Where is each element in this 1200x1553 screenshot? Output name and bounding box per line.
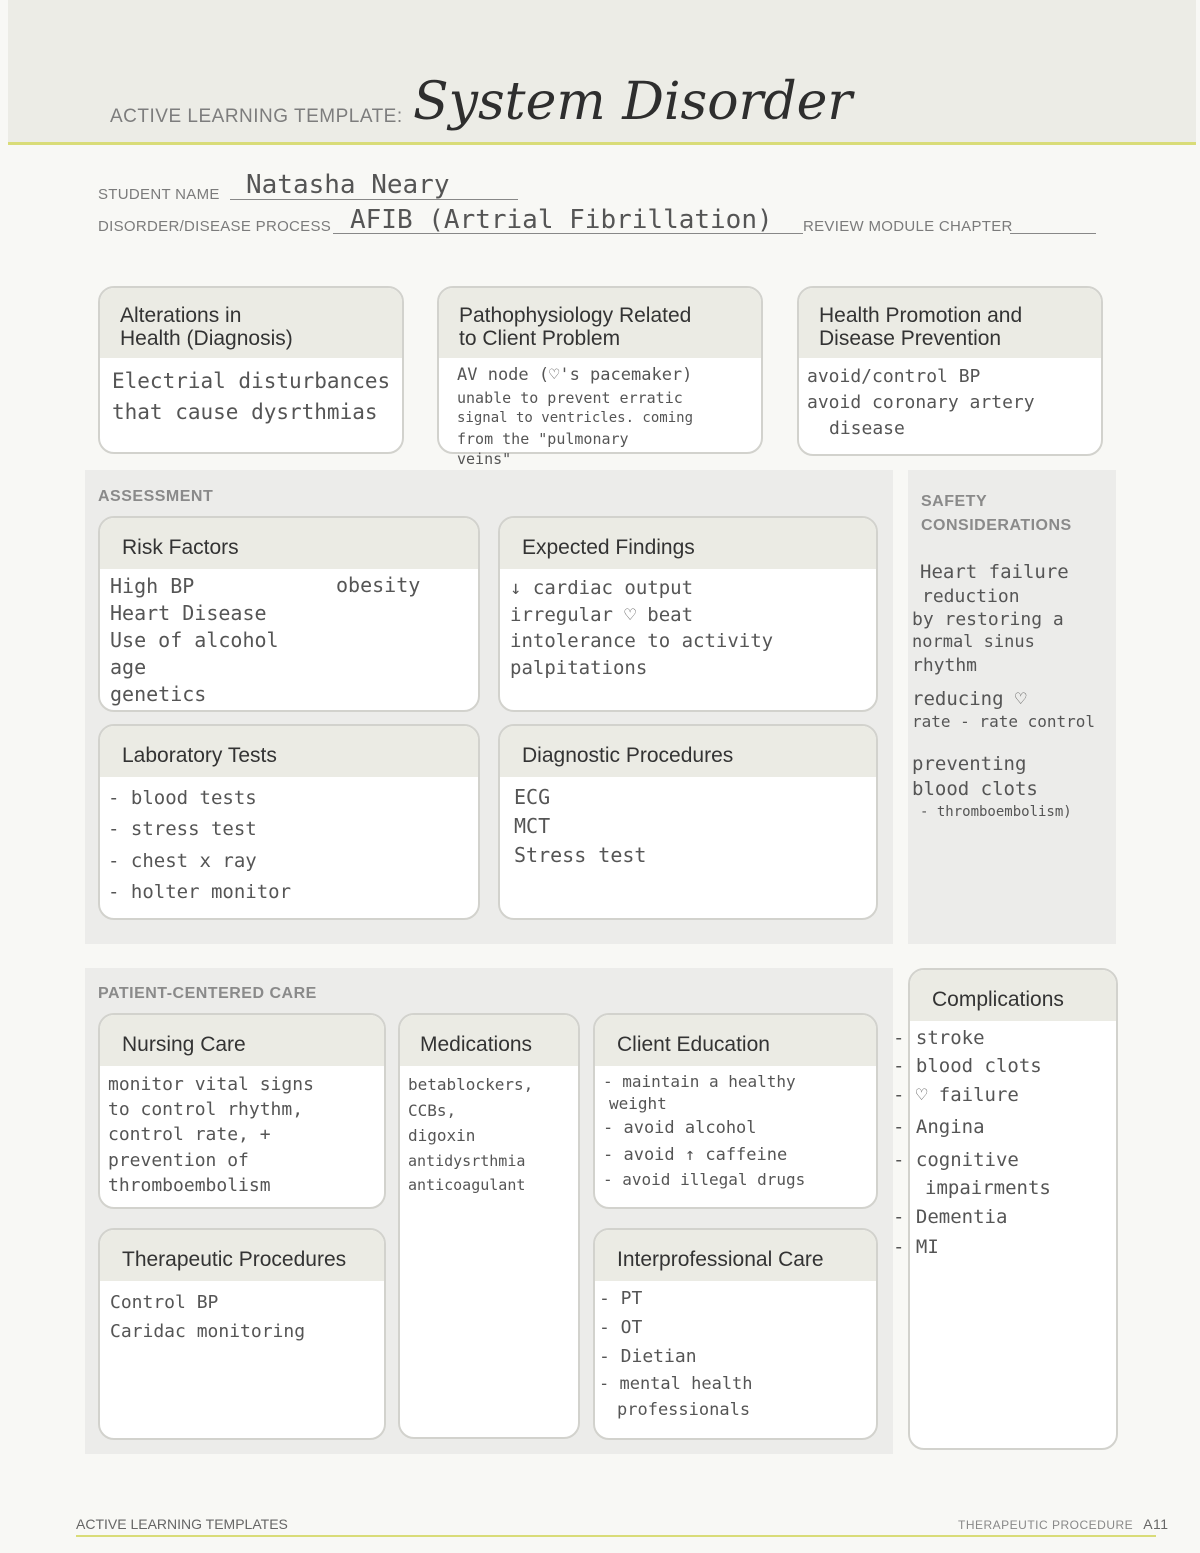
nursing-care-line: to control rhythm, [108,1099,304,1121]
health-promotion-line: avoid coronary artery [807,392,1035,414]
safety-line: reduction [922,585,1020,607]
client-education-line: - avoid alcohol [603,1118,757,1139]
diagnostic-procedures-card [498,724,878,920]
client-education-line: - avoid illegal drugs [603,1169,806,1189]
risk-factor-item: High BP [110,574,195,599]
footer-line [76,1535,1156,1537]
risk-factor-side-note: obesity [336,573,421,598]
lab-test-item: - holter monitor [108,881,292,904]
nursing-care-header: Nursing Care [100,1015,384,1066]
complication-item: - Angina [893,1116,985,1139]
safety-title-line2: CONSIDERATIONS [921,517,1072,534]
pathophysiology-title-line1: Pathophysiology Related [459,304,692,327]
complications-list [893,1025,1118,1262]
interprofessional-care-item: - OT [599,1316,643,1338]
safety-notes [912,560,1112,823]
pathophysiology-line: from the "pulmonary [457,429,629,448]
diagnostic-procedure-item: ECG [514,785,551,810]
footer-left: ACTIVE LEARNING TEMPLATES [76,1516,288,1532]
medication-item: anticoagulant [408,1175,526,1194]
health-promotion-line: avoid/control BP [807,366,981,388]
laboratory-tests-header: Laboratory Tests [100,726,478,777]
expected-finding-item: palpitations [510,656,648,679]
complication-item: - stroke [893,1027,985,1049]
pathophysiology-line: veins" [457,449,512,468]
complication-item: - ♡ failure [893,1084,1019,1107]
safety-line: rate - rate control [912,711,1096,731]
complication-item: - blood clots [893,1054,1042,1077]
safety-line: blood clots [912,778,1038,801]
assessment-title: ASSESSMENT [98,488,214,505]
client-education-card [593,1013,878,1209]
nursing-care-line: monitor vital signs [108,1074,314,1096]
page-number: A11 [1143,1516,1169,1532]
alterations-card [98,286,404,454]
student-name-value[interactable]: Natasha Neary [246,170,450,200]
interprofessional-care-item: - Dietian [599,1345,697,1367]
alterations-title-line2: Health (Diagnosis) [120,327,293,351]
alterations-title-line1: Alterations in [120,304,242,327]
review-module-underline[interactable] [1010,232,1096,234]
alterations-line: that cause dysrthmias [112,399,378,424]
therapeutic-procedures-header: Therapeutic Procedures [100,1230,384,1281]
complication-item: - cognitive [893,1148,1019,1171]
interprofessional-care-item: professionals [617,1399,751,1420]
template-title: System Disorder [413,72,853,132]
alterations-card-header [100,288,402,358]
complication-item: - Dementia [893,1205,1008,1228]
diagnostic-procedure-item: MCT [514,814,551,839]
safety-title [921,490,1072,538]
pathophysiology-line: signal to ventricles. coming [457,409,694,426]
expected-finding-item: intolerance to activity [510,630,774,653]
complications-header: Complications [910,970,1116,1021]
nursing-care-line: prevention of [108,1149,249,1171]
therapeutic-procedure-item: Control BP [110,1292,219,1314]
template-label: ACTIVE LEARNING TEMPLATE: [110,106,403,127]
pathophysiology-card-header [439,288,761,358]
expected-finding-item: irregular ♡ beat [510,603,694,626]
risk-factors-header: Risk Factors [100,518,478,569]
medication-item: digoxin [408,1126,476,1146]
health-promotion-card-header [799,288,1101,358]
diagnostic-procedure-item: Stress test [514,843,647,868]
client-education-line: - maintain a healthy [603,1072,796,1092]
complication-item: - MI [893,1236,939,1259]
health-promotion-line: disease [829,418,905,440]
pathophysiology-title-line2: to Client Problem [459,327,621,351]
risk-factor-item: Use of alcohol [110,628,279,653]
pathophysiology-card [437,286,763,468]
footer-section: THERAPEUTIC PROCEDURE [958,1518,1134,1532]
interprofessional-care-card [593,1228,878,1440]
nursing-care-card [98,1013,386,1209]
medication-item: betablockers, [408,1075,534,1095]
disorder-value[interactable]: AFIB (Artrial Fibrillation) [350,205,773,235]
pathophysiology-line: AV node (♡'s pacemaker) [457,365,693,386]
client-education-header: Client Education [595,1015,876,1066]
lab-test-item: - blood tests [108,787,257,810]
interprofessional-care-header: Interprofessional Care [595,1230,876,1281]
patient-care-title: PATIENT-CENTERED CARE [98,985,317,1002]
risk-factors-card [98,516,480,712]
diagnostic-procedures-header: Diagnostic Procedures [500,726,876,777]
medications-header: Medications [400,1015,578,1066]
risk-factor-item: genetics [110,682,207,707]
therapeutic-procedures-card [98,1228,386,1440]
safety-line: rhythm [912,654,978,676]
safety-line: - thromboembolism) [920,803,1072,820]
disorder-label: DISORDER/DISEASE PROCESS [98,218,332,235]
health-promotion-card [797,286,1103,456]
nursing-care-line: control rate, + [108,1124,271,1146]
health-promotion-title-line1: Health Promotion and [819,304,1023,327]
interprofessional-care-item: - mental health [599,1374,753,1395]
pathophysiology-line: unable to prevent erratic [457,388,683,407]
safety-line: Heart failure [920,561,1069,583]
interprofessional-care-item: - PT [599,1288,643,1310]
risk-factor-item: age [110,655,147,680]
safety-line: preventing [912,753,1027,776]
therapeutic-procedure-item: Caridac monitoring [110,1320,306,1342]
safety-line: normal sinus [912,632,1035,653]
medications-card [398,1013,580,1439]
safety-line: by restoring a [912,609,1064,631]
laboratory-tests-card [98,724,480,920]
client-education-line: - avoid ↑ caffeine [603,1144,788,1165]
student-name-label: STUDENT NAME [98,186,220,203]
client-education-line: weight [609,1093,667,1113]
safety-line: reducing ♡ [912,687,1027,710]
expected-findings-header: Expected Findings [500,518,876,569]
safety-title-line1: SAFETY [921,493,988,510]
review-module-label: REVIEW MODULE CHAPTER [803,218,1013,235]
expected-finding-item: ↓ cardiac output [510,577,694,600]
complication-item: impairments [925,1177,1051,1200]
nursing-care-line: thromboembolism [108,1174,271,1196]
medication-item: CCBs, [408,1100,457,1120]
lab-test-item: - stress test [108,818,257,841]
risk-factor-item: Heart Disease [110,601,267,626]
health-promotion-title-line2: Disease Prevention [819,327,1002,351]
medication-item: antidysrthmia [408,1151,526,1170]
alterations-line: Electrial disturbances [112,369,391,394]
expected-findings-card [498,516,878,712]
footer-right [958,1516,1169,1532]
lab-test-item: - chest x ray [108,849,257,872]
